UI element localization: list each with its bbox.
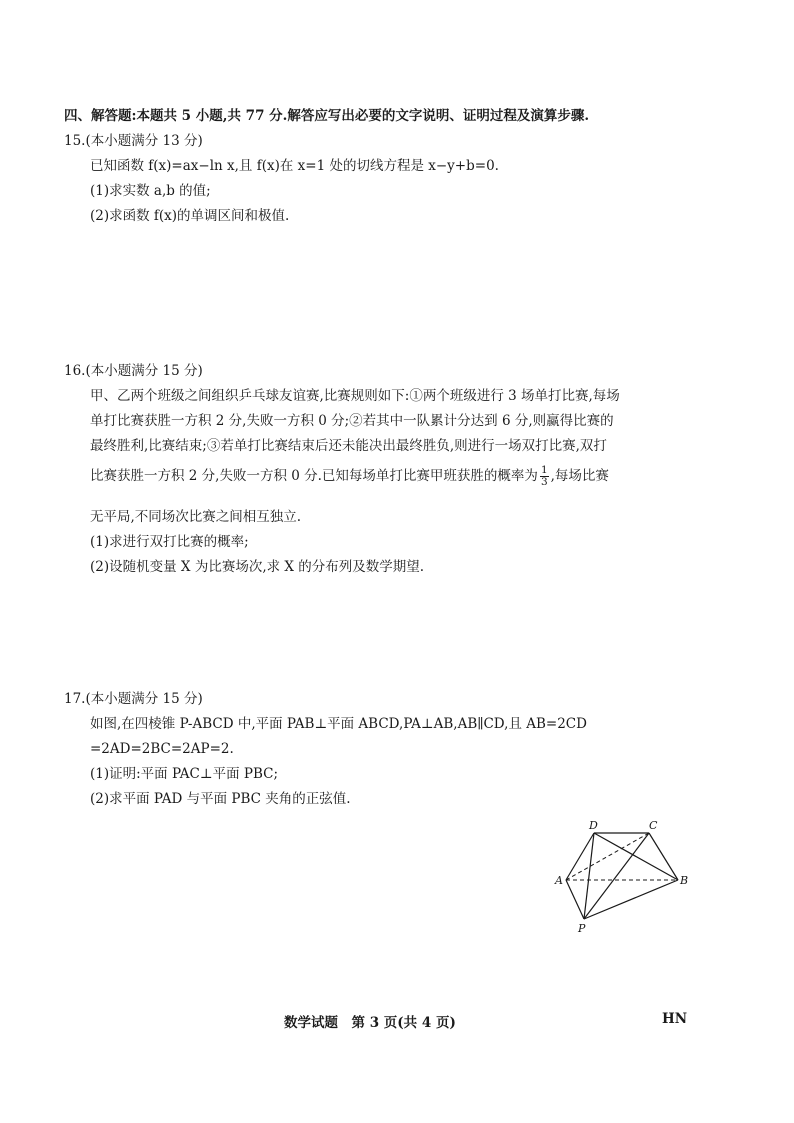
question-16-line-3: 最终胜利,比赛结束;③若单打比赛结束后还未能决出最终胜负,则进行一场双打比赛,双打	[90, 438, 607, 454]
question-17-line-1: 如图,在四棱锥 P-ABCD 中,平面 PAB⊥平面 ABCD,PA⊥AB,AB∥CD,且 AB=2CD	[90, 716, 587, 732]
question-17-part-1: (1)证明:平面 PAC⊥平面 PBC;	[90, 766, 279, 782]
pyramid-figure	[552, 818, 690, 936]
section-header: 四、解答题:本题共 5 小题,共 77 分.解答应写出必要的文字说明、证明过程及演算步骤.	[64, 108, 590, 124]
probability-fraction	[540, 465, 549, 488]
question-16-title: 16.(本小题满分 15 分)	[64, 363, 203, 379]
edge-DP	[584, 833, 594, 919]
edge-CB	[649, 833, 678, 880]
question-16-line-4	[90, 465, 609, 488]
question-16-line-1: 甲、乙两个班级之间组织乒乓球友谊赛,比赛规则如下:①两个班级进行 3 场单打比赛,每场	[90, 388, 620, 404]
vertex-label-B: B	[680, 874, 689, 887]
vertex-label-A: A	[555, 874, 563, 887]
question-16-line-2: 单打比赛获胜一方积 2 分,失败一方积 0 分;②若其中一队累计分达到 6 分,则赢得比赛的	[90, 413, 614, 429]
footer-region-code: HN	[662, 1011, 688, 1027]
question-16-part-1: (1)求进行双打比赛的概率;	[90, 534, 249, 550]
question-16-part-2: (2)设随机变量 X 为比赛场次,求 X 的分布列及数学期望.	[90, 559, 425, 575]
fraction-denominator: 3	[540, 476, 548, 488]
question-17-line-2: =2AD=2BC=2AP=2.	[90, 741, 234, 757]
question-16-line-5: 无平局,不同场次比赛之间相互独立.	[90, 509, 302, 525]
question-17-title: 17.(本小题满分 15 分)	[64, 691, 203, 707]
question-15-title: 15.(本小题满分 13 分)	[64, 133, 203, 149]
question-15-stem: 已知函数 f(x)=ax−ln x,且 f(x)在 x=1 处的切线方程是 x−y+b=0.	[90, 158, 499, 174]
fraction-numerator: 1	[540, 464, 548, 476]
question-15-part-2: (2)求函数 f(x)的单调区间和极值.	[90, 208, 290, 224]
vertex-label-P: P	[578, 922, 586, 935]
question-16-line-4-tail: ,每场比赛	[550, 468, 609, 484]
edge-AP	[566, 880, 584, 919]
question-15-part-1: (1)求实数 a,b 的值;	[90, 183, 211, 199]
vertex-label-C: C	[649, 819, 658, 832]
vertex-label-D: D	[589, 819, 598, 832]
question-17-part-2: (2)求平面 PAD 与平面 PBC 夹角的正弦值.	[90, 791, 351, 807]
question-16-line-4-text: 比赛获胜一方积 2 分,失败一方积 0 分.已知每场单打比赛甲班获胜的概率为	[90, 468, 538, 484]
page-footer: 数学试题 第 3 页(共 4 页)	[284, 1015, 456, 1031]
